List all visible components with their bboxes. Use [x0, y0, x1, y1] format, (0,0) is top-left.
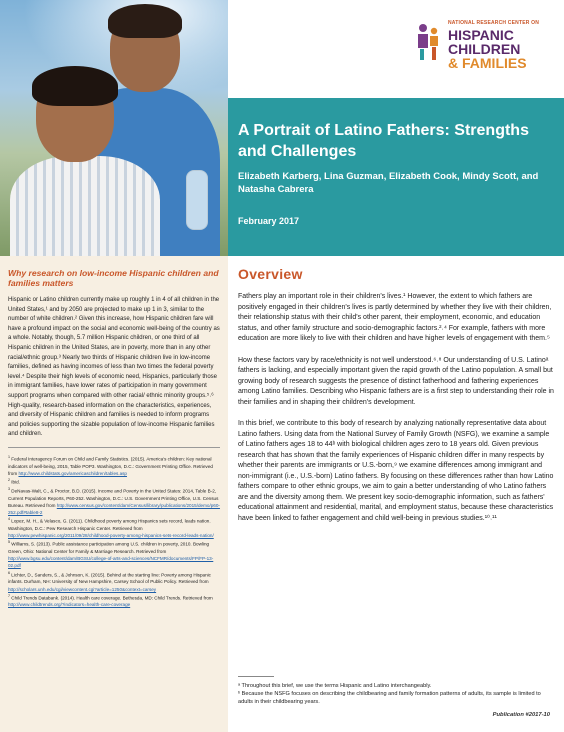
reference-link[interactable]: http://www.childstats.gov/americaschildren/tables.asp	[18, 470, 127, 476]
overview-paragraph-3: In this brief, we contribute to this body of research by analyzing nationally representative data about Latino fathers. Using data from the National Survey of Family Growth (NSFG), we examine a sample of Latino fathers ages 18 to 44ᵇ with biological children ages zero to 18 years old. Given previous research that has shown that the family experiences of Hispanic children differ in many respects by whether their parents are immigrants or U.S.-born,⁹ we examine differences among immigrant and non-immigrant (i.e., U.S.-born) Latino fathers. By focusing on these differences rather than how Latino fathers compare to other ethnic groups, we aim to gain a better understanding of who Latino fathers are and the diversity among them. We present key socio-demographic information, such as fathers' educational attainment and residential, marital, and employment status, because these characteristics have been linked to father engagement and child well-being in previous studies.¹⁰˒¹¹	[238, 420, 554, 522]
water-bottle	[186, 170, 208, 230]
logo-mark-icon	[414, 22, 442, 62]
report-authors: Elizabeth Karberg, Lina Guzman, Elizabeth Cook, Mindy Scott, and Natasha Cabrera	[238, 171, 539, 195]
reference-item	[8, 477, 220, 486]
reference-item	[8, 539, 220, 569]
footnote-b: ᵇ Because the NSFG focuses on describing the childbearing and family formation patterns of adults, its sample is limited to adults in their childbearing years.	[238, 691, 541, 706]
reference-text: Child Trends Databank. (2014). Health care coverage. Bethesda, MD: Child Trends. Retrieved from	[11, 595, 213, 601]
footnote-list	[238, 682, 556, 707]
logo-line-children: CHILDREN	[448, 41, 521, 57]
reference-number: 3	[8, 486, 10, 491]
overview-paragraph-1: Fathers play an important role in their children's lives.¹ However, the extent to which fathers are positively engaged in their children's lives is partly determined by whether they live with their children, their relationship status with their child's other parent, their employment, economic, and education status, and other family structure and socio-demographic factors.²˒⁴ For example, fathers with more education are more likely to live with their children and have higher levels of engagement with them.⁵	[238, 293, 552, 342]
reference-link[interactable]: http://scholars.unh.edu/cgi/viewcontent.cgi?article=1250&context=carsey	[8, 586, 157, 592]
reference-link[interactable]: http://www.census.gov/content/dam/Census/library/publications/2015/demo/p60-252.pdf#table8-2	[8, 502, 220, 515]
reference-link[interactable]: http://www.pewhispanic.org/2011/09/28/childhood-poverty-among-hispanics-sets-record-leads-nation/	[8, 533, 214, 539]
reference-item	[8, 570, 220, 593]
publication-number: Publication #2017-10	[492, 712, 550, 718]
reference-text: Federal Interagency Forum on Child and Family Statistics. (2015). America's children: Key national indicators of well-being, 2015, Table POP3. Washington, D.C.: Government Printing Office. Retrieved from	[8, 456, 213, 476]
main-column	[238, 266, 556, 706]
reference-text: Ibid.	[11, 479, 20, 485]
nrc-logo	[412, 18, 557, 80]
reference-text: Lichter, D., Sanders, S., & Johnson, K. (2015). Behind at the starting line: Poverty among Hispanic infants. Durham, NH: University of New Hampshire, Carsey School of Public Policy. Retrieved from	[8, 572, 211, 585]
cover-photo	[0, 0, 228, 256]
sidebar-body: Hispanic or Latino children currently make up roughly 1 in 4 of all children in the United States,¹ and by 2050 are projected to make up 1 in 3, similar to the number of white children.² Given this increase, how Hispanic children fare will have a profound impact on the social and economic well-being of the country as a whole. Notably, though, 5.7 million Hispanic children, or one third of all Hispanic children in the United States, are in poverty, more than in any other racial/ethnic group.³ Nearly two thirds of Hispanic children live in low-income families, defined as having incomes of less than two times the federal poverty level.⁴ Despite their high levels of economic need, Hispanics, particularly those in immigrant families, have lower rates of participation in many government support programs when compared with other racial/ ethnic minority groups.⁵˒⁶ High-quality, research-based information on the characteristics, experiences, and diversity of Hispanic children and families is needed to inform programs and policies supporting the sizable population of low-income Hispanic families and children.	[8, 297, 220, 438]
reference-number: 2	[8, 478, 10, 483]
reference-number: 4	[8, 517, 10, 522]
reference-link[interactable]: http://www.childtrends.org/?indicators=health-care-coverage	[8, 602, 131, 608]
logo-line-hispanic: HISPANIC	[448, 27, 514, 43]
title-band	[228, 98, 564, 256]
report-date: February 2017	[238, 216, 300, 226]
overview-paragraph-2: How these factors vary by race/ethnicity is not well understood.⁶˒⁸ Our understanding of U.S. Latinoᵃ fathers is lacking, and especially important given the rapid growth of the Latino population. A small but growing body of research suggests the presence of distinct fatherhood and fathering experiences among Latino families. Describing who Hispanic fathers are is a first step to understanding their role in their families and in shaping their children's development.	[238, 356, 554, 406]
logo-center-name: NATIONAL RESEARCH CENTER ON	[448, 20, 540, 26]
reference-text: DeNavas-Walt, C., & Proctor, B.D. (2015). Income and Poverty in the United States: 2014, Table B-2, Current Population Reports, P60-252. Washington, D.C.: U.S. Government Printing Office, U.S. Census Bureau. Retrieved from	[8, 488, 219, 508]
reference-list	[8, 454, 220, 609]
logo-line-families: & FAMILIES	[448, 55, 527, 71]
reference-number: 6	[8, 570, 10, 575]
overview-heading: Overview	[238, 266, 303, 282]
footnote-a: ᵃ Throughout this brief, we use the terms Hispanic and Latino interchangeably.	[238, 683, 432, 689]
reference-number: 7	[8, 593, 10, 598]
reference-text: Lopez, M. H., & Velasco, G. (2011). Childhood poverty among Hispanics sets record, leads nation. Washington, D.C.: Pew Research Hispanic Center. Retrieved from	[8, 518, 211, 531]
reference-link[interactable]: http://www.bgsu.edu/content/dam/BGSU/college-of-arts-and-sciences/NCFMR/documents/FP/FP-13-02.pdf	[8, 556, 214, 569]
reference-item	[8, 486, 220, 516]
sidebar-divider	[8, 447, 220, 448]
reference-item	[8, 593, 220, 609]
sidebar-heading: Why research on low-income Hispanic children and families matters	[8, 268, 219, 288]
reference-text: Williams, S. (2013). Public assistance participation among U.S. children in poverty, 2010. Bowling Green, Ohio: National Center for Family & Marriage Research. Retrieved from	[8, 541, 210, 554]
reference-item	[8, 454, 220, 477]
reference-item	[8, 516, 220, 539]
child-figure	[10, 70, 160, 256]
report-title: A Portrait of Latino Fathers: Strengths and Challenges	[238, 122, 529, 160]
sidebar-box	[0, 256, 228, 732]
reference-number: 5	[8, 540, 10, 545]
footnote-divider	[238, 676, 274, 677]
reference-number: 1	[8, 454, 10, 459]
